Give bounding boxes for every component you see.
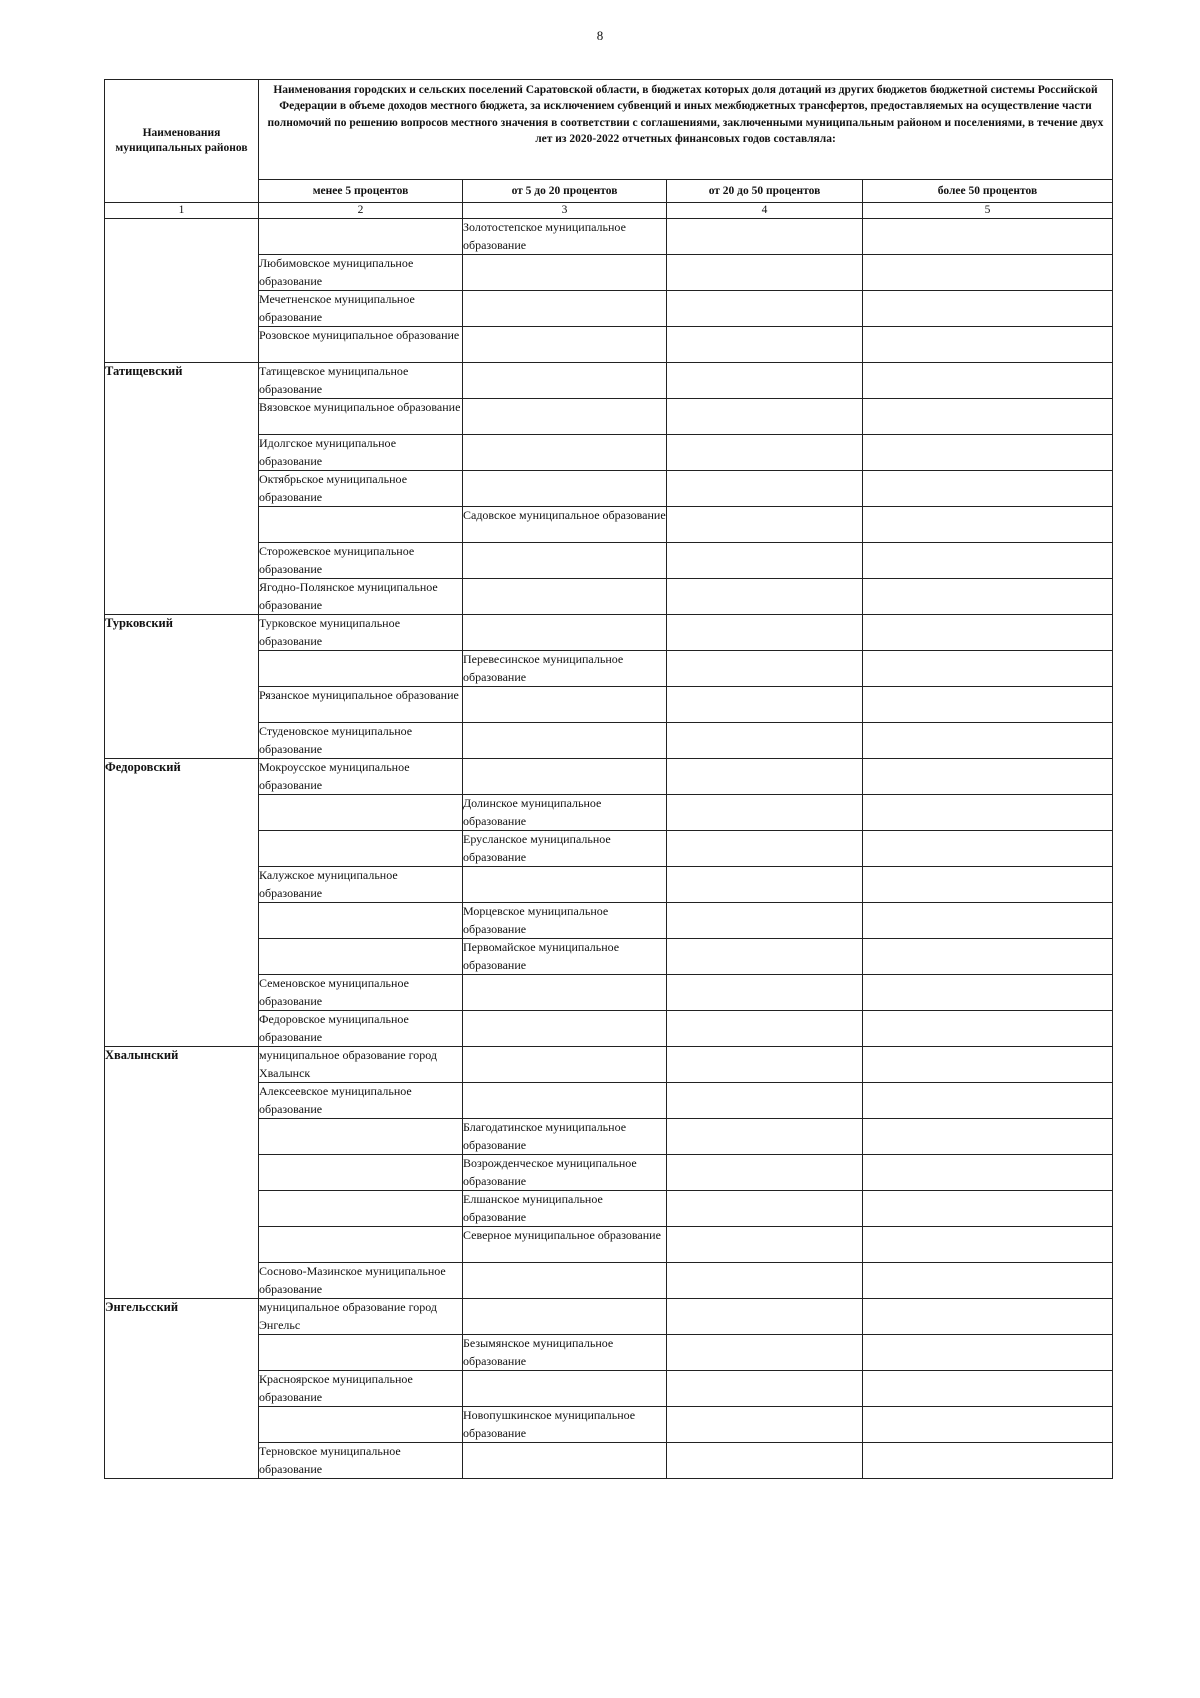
settlement-5-to-20-cell: [463, 435, 667, 471]
settlement-less-5-cell: Рязанское муниципальное образование: [259, 687, 463, 723]
column-number-4: 4: [667, 203, 863, 219]
table-row: [105, 1299, 1113, 1335]
settlement-20-to-50-cell: [667, 1263, 863, 1299]
settlement-5-to-20-cell: Садовское муниципальное образование: [463, 507, 667, 543]
settlement-more-50-cell: [863, 255, 1113, 291]
settlement-5-to-20-cell: Новопушкинское муниципальное образование: [463, 1407, 667, 1443]
settlement-more-50-cell: [863, 651, 1113, 687]
settlement-more-50-cell: [863, 1299, 1113, 1335]
settlement-more-50-cell: [863, 1119, 1113, 1155]
settlement-20-to-50-cell: [667, 1119, 863, 1155]
settlement-more-50-cell: [863, 903, 1113, 939]
settlement-20-to-50-cell: [667, 327, 863, 363]
settlement-more-50-cell: [863, 1011, 1113, 1047]
settlement-20-to-50-cell: [667, 651, 863, 687]
column-number-1: 1: [105, 203, 259, 219]
settlement-less-5-cell: [259, 831, 463, 867]
settlement-more-50-cell: [863, 1083, 1113, 1119]
settlement-less-5-cell: [259, 903, 463, 939]
settlement-more-50-cell: [863, 1371, 1113, 1407]
settlement-5-to-20-cell: [463, 975, 667, 1011]
settlement-more-50-cell: [863, 291, 1113, 327]
settlement-5-to-20-cell: [463, 1371, 667, 1407]
settlement-less-5-cell: [259, 1191, 463, 1227]
settlement-20-to-50-cell: [667, 939, 863, 975]
settlement-less-5-cell: [259, 1335, 463, 1371]
districts-table: [104, 79, 1113, 1479]
settlement-5-to-20-cell: Золотостепское муниципальное образование: [463, 219, 667, 255]
settlement-less-5-cell: муниципальное образование город Хвалынск: [259, 1047, 463, 1083]
settlement-less-5-cell: Федоровское муниципальное образование: [259, 1011, 463, 1047]
settlement-less-5-cell: [259, 1407, 463, 1443]
settlement-less-5-cell: Октябрьское муниципальное образование: [259, 471, 463, 507]
settlement-20-to-50-cell: [667, 1011, 863, 1047]
settlement-5-to-20-cell: [463, 327, 667, 363]
header-settlements-column: Наименования городских и сельских поселений Саратовской области, в бюджетах которых доля дотаций из других бюджетов бюджетной системы Российской Федерации в объеме доходов местного бюджета, за исключением субвенций и иных межбюджетных трансфертов, предоставляемых на осуществление части полномочий по решению вопросов местного значения в соответствии с соглашениями, заключенными муниципальным районом и поселениями, в течение двух лет из 2020-2022 отчетных финансовых годов составляла:: [259, 80, 1113, 180]
settlement-less-5-cell: [259, 651, 463, 687]
settlement-less-5-cell: Ягодно-Полянское муниципальное образование: [259, 579, 463, 615]
settlement-more-50-cell: [863, 795, 1113, 831]
table-row: [105, 363, 1113, 399]
settlement-5-to-20-cell: Перевесинское муниципальное образование: [463, 651, 667, 687]
settlement-less-5-cell: Терновское муниципальное образование: [259, 1443, 463, 1479]
settlement-more-50-cell: [863, 723, 1113, 759]
settlement-more-50-cell: [863, 1443, 1113, 1479]
settlement-more-50-cell: [863, 867, 1113, 903]
settlement-20-to-50-cell: [667, 975, 863, 1011]
settlement-less-5-cell: [259, 795, 463, 831]
settlement-less-5-cell: Мокроусское муниципальное образование: [259, 759, 463, 795]
settlement-5-to-20-cell: [463, 867, 667, 903]
settlement-5-to-20-cell: [463, 291, 667, 327]
settlement-20-to-50-cell: [667, 291, 863, 327]
settlement-5-to-20-cell: [463, 1299, 667, 1335]
settlement-less-5-cell: [259, 939, 463, 975]
settlement-20-to-50-cell: [667, 543, 863, 579]
settlement-5-to-20-cell: [463, 723, 667, 759]
settlement-20-to-50-cell: [667, 1155, 863, 1191]
settlement-more-50-cell: [863, 543, 1113, 579]
table-row: [105, 759, 1113, 795]
page-number: 8: [596, 28, 604, 43]
header-less-5-percent: менее 5 процентов: [259, 180, 463, 203]
table-row: [105, 615, 1113, 651]
settlement-more-50-cell: [863, 1407, 1113, 1443]
settlement-5-to-20-cell: Морцевское муниципальное образование: [463, 903, 667, 939]
settlement-less-5-cell: Красноярское муниципальное образование: [259, 1371, 463, 1407]
settlement-20-to-50-cell: [667, 867, 863, 903]
settlement-more-50-cell: [863, 939, 1113, 975]
settlement-less-5-cell: Татищевское муниципальное образование: [259, 363, 463, 399]
settlement-5-to-20-cell: Первомайское муниципальное образование: [463, 939, 667, 975]
settlement-more-50-cell: [863, 327, 1113, 363]
settlement-5-to-20-cell: Безымянское муниципальное образование: [463, 1335, 667, 1371]
settlement-less-5-cell: Сосново-Мазинское муниципальное образование: [259, 1263, 463, 1299]
settlement-more-50-cell: [863, 759, 1113, 795]
settlement-5-to-20-cell: Елшанское муниципальное образование: [463, 1191, 667, 1227]
settlement-20-to-50-cell: [667, 1227, 863, 1263]
settlement-20-to-50-cell: [667, 1047, 863, 1083]
district-name-cell: Турковский: [105, 615, 259, 759]
settlement-20-to-50-cell: [667, 363, 863, 399]
settlement-20-to-50-cell: [667, 1083, 863, 1119]
district-name-cell: Энгельсский: [105, 1299, 259, 1479]
settlement-5-to-20-cell: [463, 363, 667, 399]
settlement-less-5-cell: [259, 219, 463, 255]
settlement-more-50-cell: [863, 507, 1113, 543]
header-20-to-50-percent: от 20 до 50 процентов: [667, 180, 863, 203]
settlement-20-to-50-cell: [667, 903, 863, 939]
settlement-less-5-cell: Мечетненское муниципальное образование: [259, 291, 463, 327]
settlement-20-to-50-cell: [667, 507, 863, 543]
settlement-5-to-20-cell: [463, 255, 667, 291]
settlement-20-to-50-cell: [667, 759, 863, 795]
settlement-more-50-cell: [863, 1227, 1113, 1263]
settlement-5-to-20-cell: [463, 759, 667, 795]
settlement-more-50-cell: [863, 471, 1113, 507]
settlement-5-to-20-cell: Возрожденческое муниципальное образование: [463, 1155, 667, 1191]
settlement-5-to-20-cell: Благодатинское муниципальное образование: [463, 1119, 667, 1155]
settlement-5-to-20-cell: [463, 615, 667, 651]
settlement-20-to-50-cell: [667, 1191, 863, 1227]
settlement-5-to-20-cell: [463, 579, 667, 615]
settlement-20-to-50-cell: [667, 219, 863, 255]
settlement-more-50-cell: [863, 1263, 1113, 1299]
settlement-20-to-50-cell: [667, 1299, 863, 1335]
district-name-cell: Хвалынский: [105, 1047, 259, 1299]
settlement-more-50-cell: [863, 219, 1113, 255]
table-row: [105, 1047, 1113, 1083]
settlement-5-to-20-cell: [463, 687, 667, 723]
settlement-less-5-cell: Калужское муниципальное образование: [259, 867, 463, 903]
settlement-less-5-cell: [259, 1119, 463, 1155]
settlement-5-to-20-cell: Ерусланское муниципальное образование: [463, 831, 667, 867]
settlement-less-5-cell: Алексеевское муниципальное образование: [259, 1083, 463, 1119]
settlement-20-to-50-cell: [667, 1335, 863, 1371]
settlement-5-to-20-cell: Северное муниципальное образование: [463, 1227, 667, 1263]
settlement-20-to-50-cell: [667, 831, 863, 867]
settlement-more-50-cell: [863, 687, 1113, 723]
settlement-less-5-cell: муниципальное образование город Энгельс: [259, 1299, 463, 1335]
settlement-20-to-50-cell: [667, 399, 863, 435]
settlement-less-5-cell: [259, 507, 463, 543]
settlement-less-5-cell: [259, 1155, 463, 1191]
settlement-20-to-50-cell: [667, 1443, 863, 1479]
settlement-5-to-20-cell: [463, 1011, 667, 1047]
settlement-less-5-cell: Сторожевское муниципальное образование: [259, 543, 463, 579]
district-name-cell: Федоровский: [105, 759, 259, 1047]
header-district-column: Наименования муниципальных районов: [105, 80, 259, 203]
settlement-20-to-50-cell: [667, 1407, 863, 1443]
settlement-less-5-cell: [259, 1227, 463, 1263]
settlement-less-5-cell: Идолгское муниципальное образование: [259, 435, 463, 471]
settlement-20-to-50-cell: [667, 723, 863, 759]
settlement-less-5-cell: Семеновское муниципальное образование: [259, 975, 463, 1011]
settlement-5-to-20-cell: [463, 1443, 667, 1479]
settlement-5-to-20-cell: [463, 1047, 667, 1083]
table-row: [105, 219, 1113, 255]
settlement-more-50-cell: [863, 1191, 1113, 1227]
settlement-5-to-20-cell: [463, 399, 667, 435]
settlement-5-to-20-cell: [463, 543, 667, 579]
settlement-more-50-cell: [863, 975, 1113, 1011]
settlement-more-50-cell: [863, 831, 1113, 867]
settlement-less-5-cell: Розовское муниципальное образование: [259, 327, 463, 363]
settlement-20-to-50-cell: [667, 435, 863, 471]
settlement-less-5-cell: Любимовское муниципальное образование: [259, 255, 463, 291]
settlement-20-to-50-cell: [667, 255, 863, 291]
settlement-more-50-cell: [863, 435, 1113, 471]
settlement-5-to-20-cell: Долинское муниципальное образование: [463, 795, 667, 831]
settlement-20-to-50-cell: [667, 687, 863, 723]
settlement-more-50-cell: [863, 1047, 1113, 1083]
column-number-3: 3: [463, 203, 667, 219]
settlement-5-to-20-cell: [463, 471, 667, 507]
column-number-2: 2: [259, 203, 463, 219]
settlement-less-5-cell: Вязовское муниципальное образование: [259, 399, 463, 435]
settlement-more-50-cell: [863, 1335, 1113, 1371]
settlement-more-50-cell: [863, 1155, 1113, 1191]
settlement-5-to-20-cell: [463, 1263, 667, 1299]
settlement-20-to-50-cell: [667, 471, 863, 507]
settlement-more-50-cell: [863, 399, 1113, 435]
settlement-more-50-cell: [863, 363, 1113, 399]
settlement-20-to-50-cell: [667, 615, 863, 651]
settlement-less-5-cell: Турковское муниципальное образование: [259, 615, 463, 651]
header-5-to-20-percent: от 5 до 20 процентов: [463, 180, 667, 203]
settlement-5-to-20-cell: [463, 1083, 667, 1119]
header-more-50-percent: более 50 процентов: [863, 180, 1113, 203]
settlement-less-5-cell: Студеновское муниципальное образование: [259, 723, 463, 759]
settlement-20-to-50-cell: [667, 1371, 863, 1407]
column-number-5: 5: [863, 203, 1113, 219]
settlement-more-50-cell: [863, 579, 1113, 615]
settlement-20-to-50-cell: [667, 579, 863, 615]
settlement-20-to-50-cell: [667, 795, 863, 831]
district-name-cell: Татищевский: [105, 363, 259, 615]
table-body: [105, 219, 1113, 1479]
settlement-more-50-cell: [863, 615, 1113, 651]
district-name-cell: [105, 219, 259, 363]
